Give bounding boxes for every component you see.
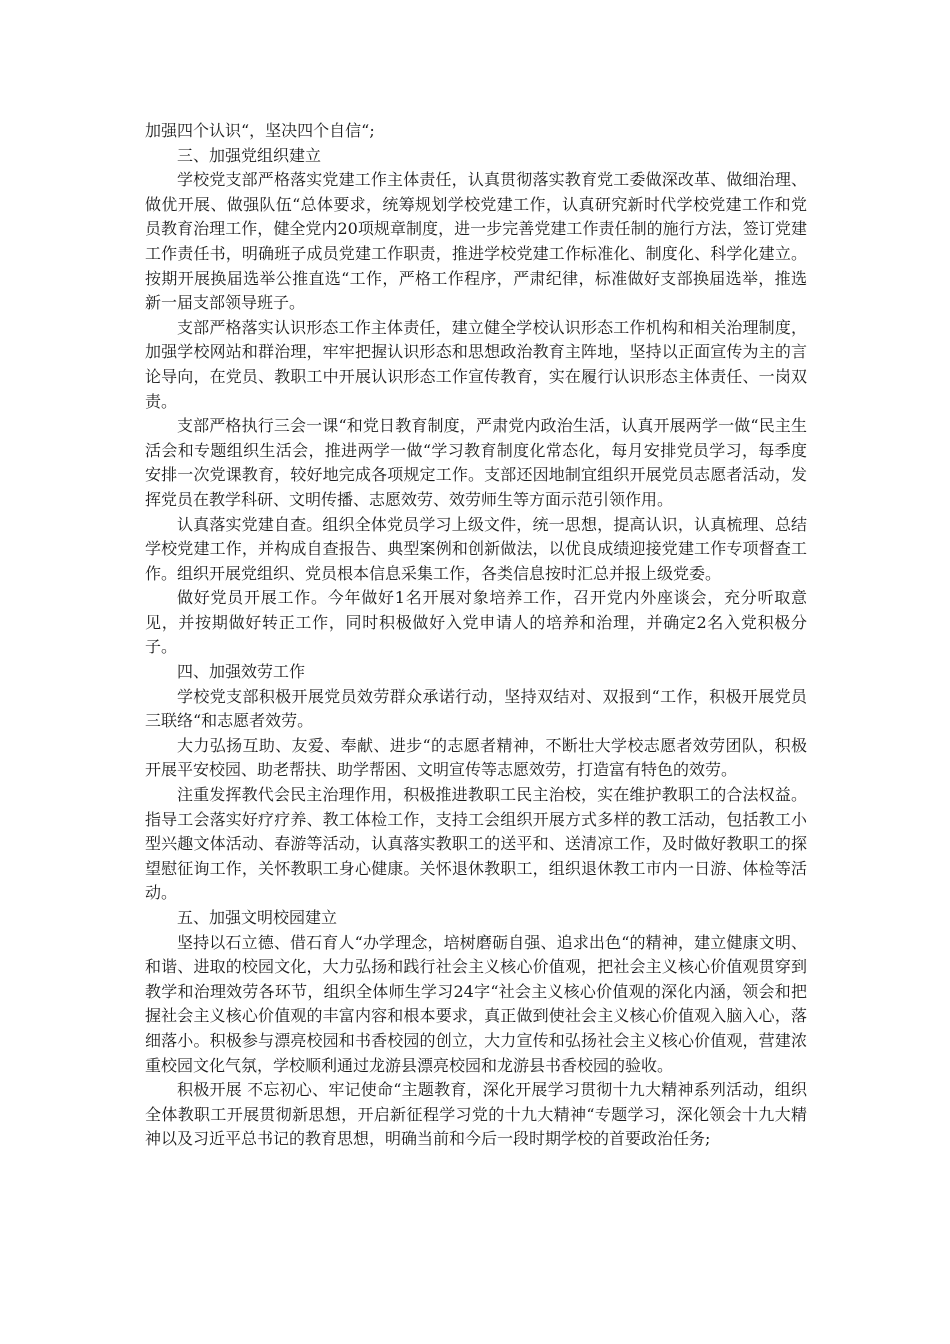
paragraph: 支部严格执行三会一课“和党日教育制度，严肃党内政治生活，认真开展两学一做“民主生活会和专题组织生活会，推进两学一做“学习教育制度化常态化，每月安排党员学习，每季度安排一次党课教育，较好地完成各项规定工作。支部还因地制宜组织开展党员志愿者活动，发挥党员在教学科研、文明传播、志愿效劳、效劳师生等方面示范引领作用。: [145, 416, 807, 509]
paragraph: 学校党支部积极开展党员效劳群众承诺行动，坚持双结对、双报到“工作，积极开展党员三联络“和志愿者效劳。: [145, 686, 807, 731]
document-page: [145, 119, 807, 1152]
section-heading-5: 五、加强文明校园建立: [177, 908, 338, 927]
section-heading-4: 四、加强效劳工作: [177, 662, 306, 682]
paragraph: 认真落实党建自查。组织全体党员学习上级文件，统一思想，提高认识，认真梳理、总结学校党建工作，并构成自查报告、典型案例和创新做法，以优良成绩迎接党建工作专项督查工作。组织开展党组织、党员根本信息采集工作，各类信息按时汇总并报上级党委。: [145, 514, 807, 583]
paragraph: 大力弘扬互助、友爱、奉献、进步“的志愿者精神，不断壮大学校志愿者效劳团队，积极开展平安校园、助老帮扶、助学帮困、文明宣传等志愿效劳，打造富有特色的效劳。: [145, 735, 807, 780]
paragraph: 坚持以石立德、借石育人“办学理念，培树磨砺自强、追求出色“的精神，建立健康文明、和谐、进取的校园文化，大力弘扬和践行社会主义核心价值观，把社会主义核心价值观贯穿到教学和治理效劳各环节，组织全体师生学习24字“社会主义核心价值观的深化内涵，领会和把握社会主义核心价值观的丰富内容和根本要求，真正做到使社会主义核心价值观入脑入心，落细落小。积极参与漂亮校园和书香校园的创立，大力宣传和弘扬社会主义核心价值观，营建浓重校园文化气氛，学校顺利通过龙游县漂亮校园和龙游县书香校园的验收。: [145, 932, 807, 1075]
section-heading-3: 三、加强党组织建立: [177, 145, 322, 165]
paragraph-continuation: 加强四个认识“，坚决四个自信“;: [145, 121, 375, 140]
paragraph: 支部严格落实认识形态工作主体责任，建立健全学校认识形态工作机构和相关治理制度，加强学校网站和群治理，牢牢把握认识形态和思想政治教育主阵地，坚持以正面宣传为主的言论导向，在党员、教职工中开展认识形态工作宣传教育，实在履行认识形态主体责任、一岗双责。: [145, 317, 807, 411]
paragraph: 学校党支部严格落实党建工作主体责任，认真贯彻落实教育党工委做深改革、做细治理、做优开展、做强队伍“总体要求，统筹规划学校党建工作，认真研究新时代学校党建工作和党员教育治理工作，健全党内20项规章制度，进一步完善党建工作责任制的施行方法，签订党建工作责任书，明确班子成员党建工作职责，推进学校党建工作标准化、制度化、科学化建立。按期开展换届选举公推直选“工作，严格工作程序，严肃纪律，标准做好支部换届选举，推选新一届支部领导班子。: [145, 170, 807, 313]
paragraph: 做好党员开展工作。今年做好1名开展对象培养工作，召开党内外座谈会，充分听取意见，并按期做好转正工作，同时积极做好入党申请人的培养和治理，并确定2名入党积极分子。: [145, 588, 807, 657]
paragraph: 积极开展 不忘初心、牢记使命“主题教育，深化开展学习贯彻十九大精神系列活动，组织全体教职工开展贯彻新思想，开启新征程学习党的十九大精神“专题学习，深化领会十九大精神以及习近平总书记的教育思想，明确当前和今后一段时期学校的首要政治任务;: [145, 1080, 807, 1149]
paragraph: 注重发挥教代会民主治理作用，积极推进教职工民主治校，实在维护教职工的合法权益。指导工会落实好疗疗养、教工体检工作，支持工会组织开展方式多样的教工活动，包括教工小型兴趣文体活动、春游等活动，认真落实教职工的送平和、送清凉工作，及时做好教职工的探望慰征询工作，关怀教职工身心健康。关怀退休教职工，组织退休教工市内一日游、体检等活动。: [145, 785, 807, 903]
